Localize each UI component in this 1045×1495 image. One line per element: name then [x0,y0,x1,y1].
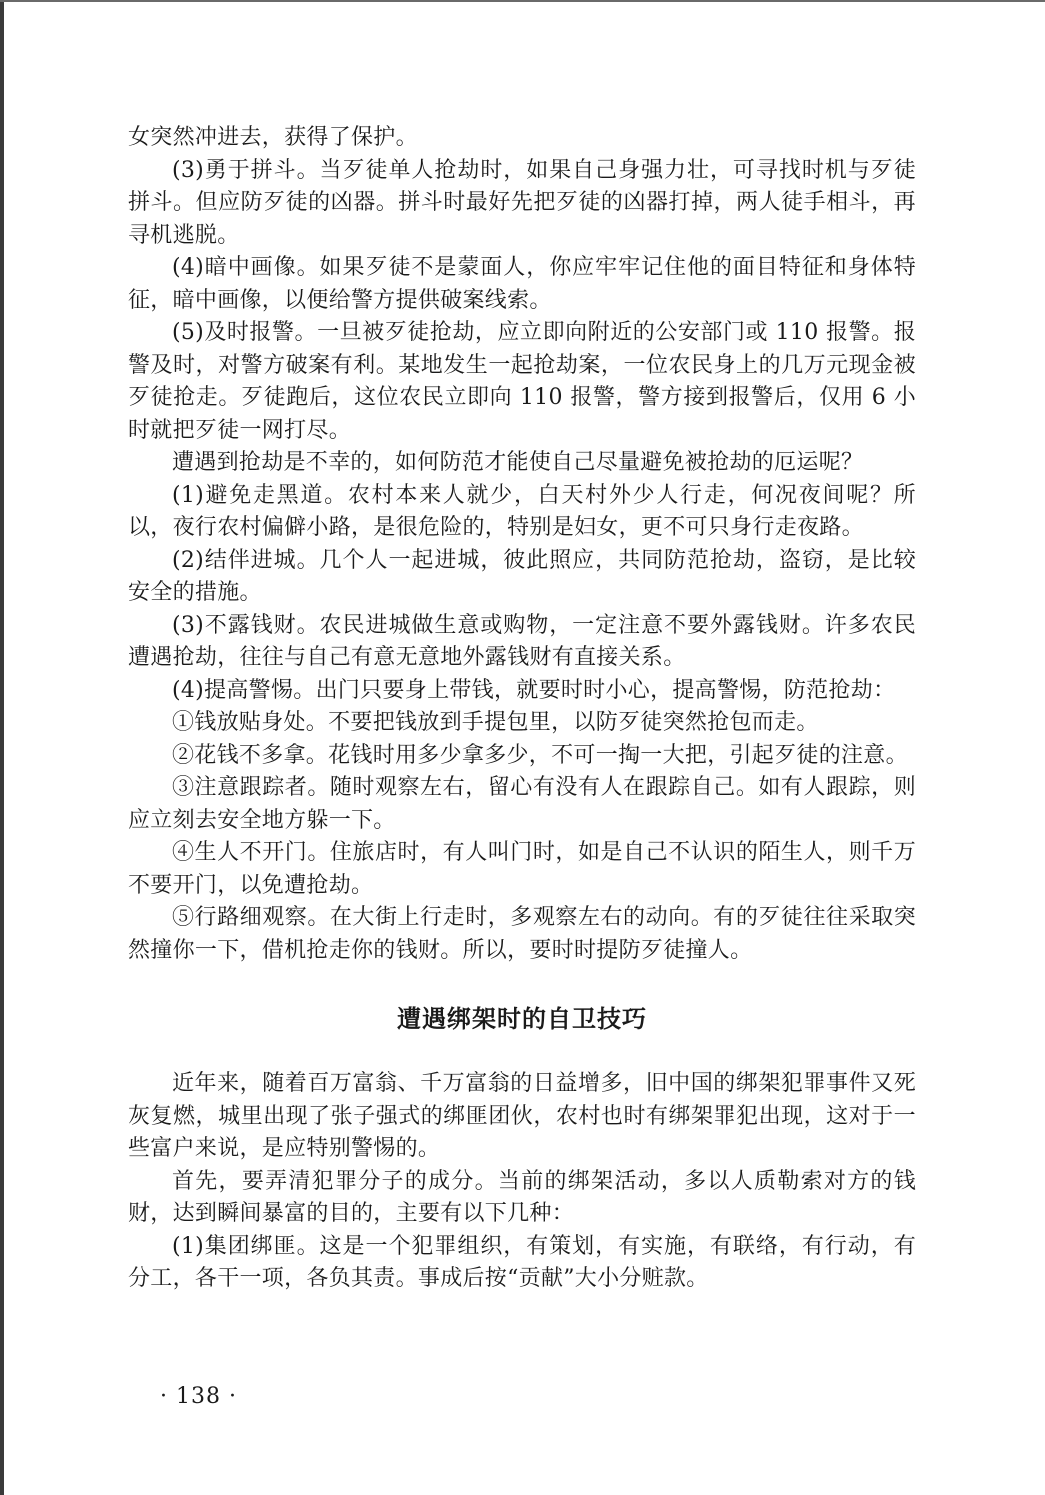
paragraph: (1)避免走黑道。农村本来人就少，白天村外少人行走，何况夜间呢？所以，夜行农村偏僻小路，是很危险的，特别是妇女，更不可只身行走夜路。 [128,482,916,540]
paragraph: (4)提高警惕。出门只要身上带钱，就要时时小心，提高警惕，防范抢劫： [172,677,896,703]
paragraph: 遭遇到抢劫是不幸的，如何防范才能使自己尽量避免被抢劫的厄运呢？ [172,450,864,475]
page-number: · 138 · [160,1384,237,1409]
scan-left-edge [0,0,4,1495]
paragraph: ③注意跟踪者。随时观察左右，留心有没有人在跟踪自己。如有人跟踪，则应立刻去安全地方躲一下。 [128,775,916,833]
paragraph: (5)及时报警。一旦被歹徒抢劫，应立即向附近的公安部门或 110 报警。报警及时，对警方破案有利。某地发生一起抢劫案，一位农民身上的几万元现金被歹徒抢走。歹徒跑后，这位农民立即向 110 报警，警方接到报警后，仅用 6 小时就把歹徒一网打尽。 [128,320,916,443]
paragraph: (2)结伴进城。几个人一起进城，彼此照应，共同防范抢劫，盗窃，是比较安全的措施。 [128,547,916,605]
paragraph: 女突然冲进去，获得了保护。 [128,125,418,150]
paragraph: ⑤行路细观察。在大街上行走时，多观察左右的动向。有的歹徒往往采取突然撞你一下，借机抢走你的钱财。所以，要时时提防歹徒撞人。 [128,905,916,963]
scan-top-edge [0,0,1045,2]
paragraph: (4)暗中画像。如果歹徒不是蒙面人，你应牢牢记住他的面目特征和身体特征，暗中画像，以便给警方提供破案线索。 [128,255,916,313]
paragraph: ②花钱不多拿。花钱时用多少拿多少，不可一掏一大把，引起歹徒的注意。 [172,742,908,768]
paragraph: (1)集团绑匪。这是一个犯罪组织，有策划，有实施，有联络，有行动，有分工，各干一项，各负其责。事成后按“贡献”大小分赃款。 [128,1233,916,1291]
paragraph: ①钱放贴身处。不要把钱放到手提包里，以防歹徒突然抢包而走。 [172,710,819,735]
paragraph: (3)不露钱财。农民进城做生意或购物，一定注意不要外露钱财。许多农民遭遇抢劫，往往与自己有意无意地外露钱财有直接关系。 [128,612,916,670]
paragraphs-after [128,1068,916,1296]
paragraph: 近年来，随着百万富翁、千万富翁的日益增多，旧中国的绑架犯罪事件又死灰复燃，城里出现了张子强式的绑匪团伙，农村也时有绑架罪犯出现，这对于一些富户来说，是应特别警惕的。 [128,1071,916,1161]
paragraph: 首先，要弄清犯罪分子的成分。当前的绑架活动，多以人质勒索对方的钱财，达到瞬间暴富的目的，主要有以下几种： [128,1168,916,1226]
paragraphs-before [128,122,916,967]
paragraph: ④生人不开门。住旅店时，有人叫门时，如是自己不认识的陌生人，则千万不要开门，以免遭抢劫。 [128,840,916,898]
section-heading: 遭遇绑架时的自卫技巧 [397,1005,647,1033]
page-body [128,122,916,1296]
paragraph: (3)勇于拼斗。当歹徒单人抢劫时，如果自己身强力壮，可寻找时机与歹徒拼斗。但应防歹徒的凶器。拼斗时最好先把歹徒的凶器打掉，两人徒手相斗，再寻机逃脱。 [128,157,916,248]
